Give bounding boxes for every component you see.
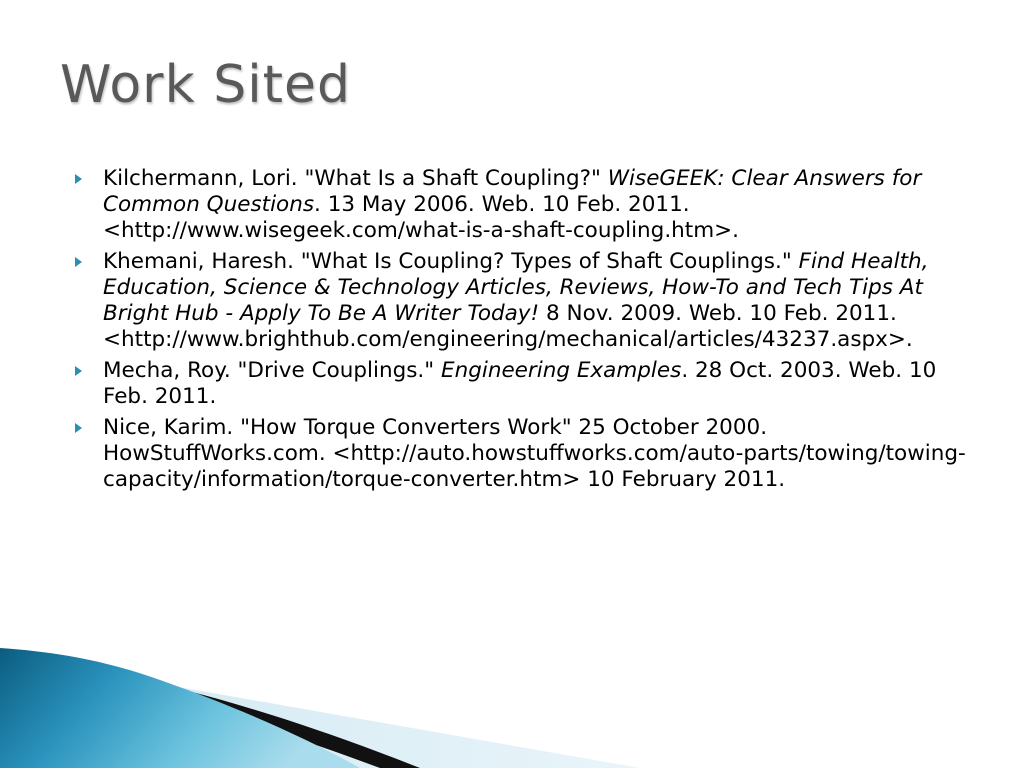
bullet-arrow-icon — [75, 174, 82, 184]
reference-source-title: Engineering Examples — [441, 358, 682, 383]
reference-text — [103, 358, 936, 409]
reference-item — [72, 415, 972, 493]
reference-text — [103, 249, 928, 352]
reference-item — [72, 166, 972, 244]
reference-source-title: WiseGEEK: Clear Answers for Common Questions — [103, 166, 922, 217]
wave-blue-band — [0, 648, 360, 768]
reference-text — [103, 166, 921, 243]
reference-segment: . 28 Oct. 2003. Web. 10 Feb. 2011. — [103, 358, 937, 409]
reference-segment: . 13 May 2006. Web. 10 Feb. 2011. <http://www.wisegeek.com/what-is-a-shaft-coupling.htm>. — [103, 192, 740, 243]
reference-segment: Mecha, Roy. "Drive Couplings." — [103, 358, 441, 383]
reference-segment: Khemani, Haresh. "What Is Coupling? Types of Shaft Couplings." — [103, 249, 799, 274]
reference-text — [103, 415, 966, 492]
reference-segment: 8 Nov. 2009. Web. 10 Feb. 2011. <http://www.brighthub.com/engineering/mechanical/articles/43237.aspx>. — [103, 301, 913, 352]
references-list — [72, 166, 972, 498]
reference-segment: Kilchermann, Lori. "What Is a Shaft Coupling?" — [103, 166, 608, 191]
reference-segment: Nice, Karim. "How Torque Converters Work" 25 October 2000. HowStuffWorks.com. <http://auto.howstuffworks.com/auto-parts/towing/towing-capacity/information/torque-converter.htm> 10 February 2011. — [103, 415, 966, 492]
reference-item — [72, 249, 972, 353]
bullet-arrow-icon — [75, 366, 82, 376]
reference-source-title: Find Health, Education, Science & Technology Articles, Reviews, How-To and Tech Tips At Bright Hub - Apply To Be A Writer Today! — [103, 249, 929, 326]
reference-item — [72, 358, 972, 410]
slide-title: Work Sited — [60, 55, 352, 115]
bullet-arrow-icon — [75, 257, 82, 267]
bullet-arrow-icon — [75, 423, 82, 433]
